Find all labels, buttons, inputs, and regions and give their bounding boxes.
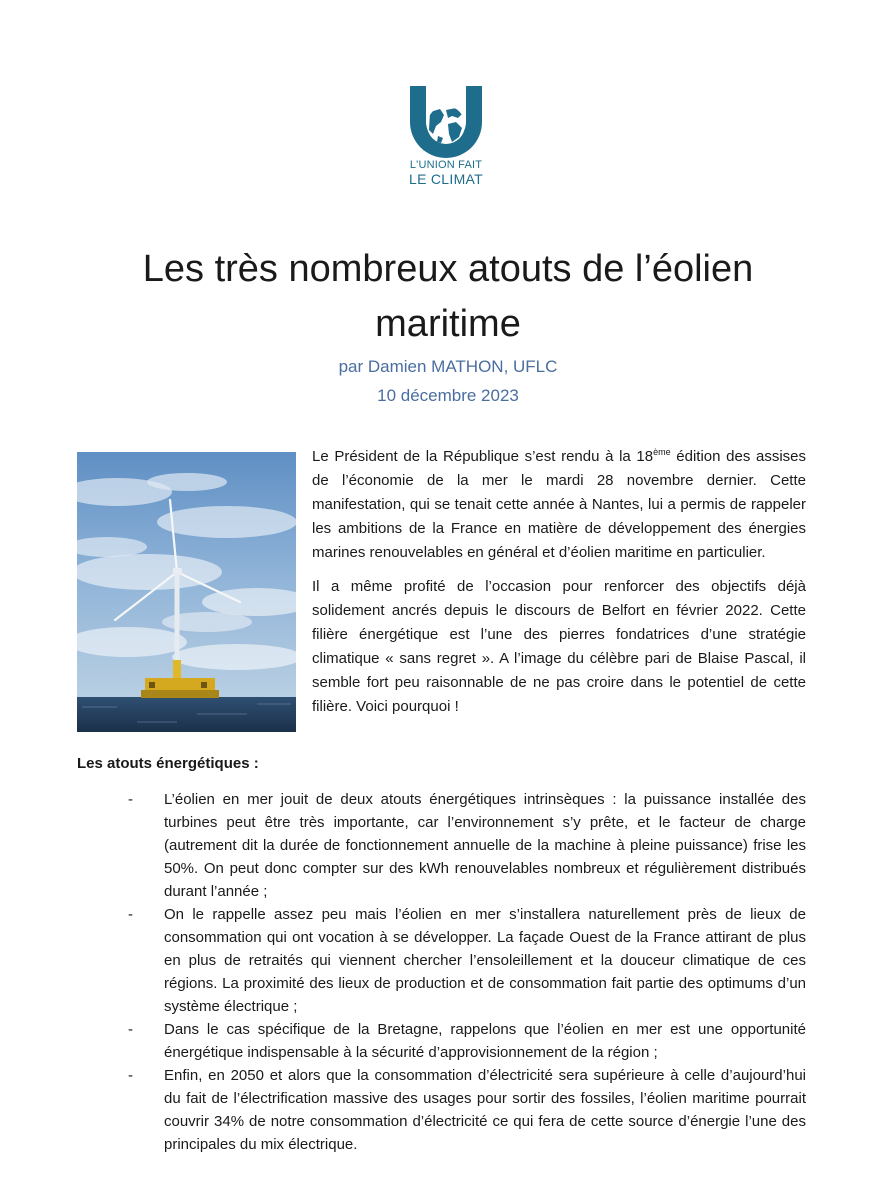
list-item-text: Dans le cas spécifique de la Bretagne, rappelons que l’éolien en mer est une opportunité énergétique indispensable à la sécurité d’approvisionnement de la région ; <box>164 1021 806 1061</box>
list-item <box>128 1064 806 1156</box>
list-item <box>128 788 806 903</box>
title-line1: Les très nombreux atouts de l’éolien <box>142 248 754 290</box>
intro-p1-start: Le Président de la République s’est rendu à la 18 <box>312 448 654 465</box>
list-item-text: Enfin, en 2050 et alors que la consommation d’électricité sera supérieure à celle d’aujourd’hui du fait de l’électrification massive des usages pour sortir des fossiles, l’éolien maritime pourrait couvrir 34% de notre consommation d’électricité ce qui fera de cette source d’énergie l’une des principales du mix électrique. <box>164 1067 806 1153</box>
bullet-dash: - <box>128 906 133 923</box>
bullet-dash: - <box>128 1021 133 1038</box>
bullet-list <box>128 788 806 1156</box>
ordinal-superscript: ème <box>653 447 671 457</box>
list-item <box>128 1018 806 1064</box>
logo-line2: LE CLIMAT <box>408 171 483 187</box>
logo-line1: L'UNION FAIT <box>409 159 483 171</box>
list-item-text: On le rappelle assez peu mais l’éolien en mer s’installera naturellement près de lieux de consommation qui ont vocation à se développer. La façade Ouest de la France attirant de plus en plus de retraités qui viennent chercher l’ensoleillement et la douceur climatique de ces régions. La proximité des lieux de production et de consommation fait partie des optimums d’un système électrique ; <box>164 906 806 1015</box>
title-line2: maritime <box>375 303 521 345</box>
author: par Damien MATHON, UFLC <box>338 357 558 376</box>
intro-text <box>312 445 806 729</box>
byline <box>80 352 816 410</box>
section-heading: Les atouts énergétiques : <box>77 755 259 772</box>
list-item-text: L’éolien en mer jouit de deux atouts énergétiques intrinsèques : la puissance installée des turbines peut être très importante, car l’environnement s’y prête, et le facteur de charge (autrement dit la durée de fonctionnement annuelle de la machine à pleine puissance) frise les 50%. On peut donc compter sur des kWh renouvelables nombreux et régulièrement distribués durant l’année ; <box>164 791 806 900</box>
list-item <box>128 903 806 1018</box>
intro-paragraph-1 <box>312 445 806 565</box>
logo-wordmark <box>396 158 496 186</box>
bullet-dash: - <box>128 791 133 808</box>
intro-p1-end: édition des assises de l’économie de la mer le mardi 28 novembre dernier. Cette manifestation, qui se tenait cette année à Nantes, lui a permis de rappeler les ambitions de la France en matière de développement des énergies marines renouvelables en général et d’éolien maritime en particulier. <box>312 448 806 561</box>
bullet-dash: - <box>128 1067 133 1084</box>
publish-date: 10 décembre 2023 <box>377 386 519 405</box>
intro-paragraph-2: Il a même profité de l’occasion pour renforcer des objectifs déjà solidement ancrés depuis le discours de Belfort en février 2022. Cette filière énergétique est l’une des pierres fondatrices d’une stratégie climatique « sans regret ». A l’image du célèbre pari de Blaise Pascal, il semble fort peu raisonnable de ne pas croire dans le potentiel de cette filière. Voici pourquoi ! <box>312 578 806 715</box>
page-title <box>80 242 816 352</box>
offshore-wind-turbine-photo <box>77 452 296 732</box>
